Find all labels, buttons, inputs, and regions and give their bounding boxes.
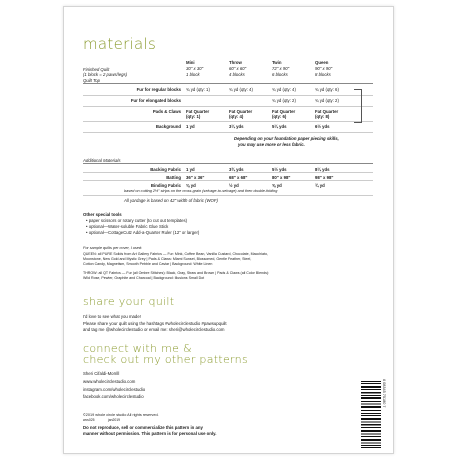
copyright-warning-2: manner without permission. This pattern is for personal use only.: [83, 431, 217, 436]
cell: 80" x 98": [272, 175, 291, 180]
cell: ½ yd: [229, 183, 239, 188]
cell: ⅜ yd: [186, 183, 196, 188]
copyright-warning: Do not reproduce, sell or commercialize this pattern in any: [83, 425, 203, 430]
cell: ⅝ yd: [272, 183, 282, 188]
additional-materials-label: Additional Materials: [83, 158, 121, 163]
facebook-link[interactable]: facebook.com/wholecirclestudio: [83, 394, 144, 399]
cell: 1 yd: [186, 167, 195, 172]
row-label-fur-elongated: Fur for elongated blocks: [130, 98, 181, 103]
size-twin: 72" x 90": [272, 66, 290, 71]
cell: ¾ yd (qty: 2): [272, 98, 296, 103]
row-divider: [83, 121, 373, 122]
tool-item: • optional—Water-soluble Fabric Glue Stick: [86, 224, 169, 229]
share-heading: share your quilt: [83, 295, 175, 308]
cell: 3¾ yds: [229, 167, 244, 172]
cell: 8¼ yds: [315, 167, 330, 172]
barcode: [359, 379, 383, 451]
finished-quilt-sub: (1 block = 2 paws/legs): [83, 72, 128, 77]
tool-item: • optional—CottageCutz Add-a-Quarter Ruler (12" or larger): [86, 230, 200, 235]
depending-note: Depending on your foundation paper piecing skills,: [234, 136, 339, 141]
row-label-backing: Backing Fabric: [150, 167, 181, 172]
row-divider: [83, 132, 373, 133]
depending-note-2: you may use more or less fabric.: [238, 142, 305, 147]
row-divider: [83, 106, 373, 107]
queen-note: QUEEN: all PURE Solids from Art Gallery Fabrics — Fur: Mink, Coffee Bean, Vanilla Custard, Chocolate, Macchiato,: [83, 252, 269, 256]
quilt-top-rule: [83, 83, 373, 84]
cell: ¾ yd (qty: 2): [315, 98, 339, 103]
column-throw: Throw: [229, 60, 242, 65]
cell: 5¼ yds: [272, 124, 287, 129]
instagram-link[interactable]: instagram.com/wholecirclestudio: [83, 387, 146, 392]
cell: 3¼ yds: [229, 124, 244, 129]
bracket: [354, 89, 362, 123]
row-label-batting: Batting: [166, 175, 181, 180]
website-link[interactable]: www.wholecirclestudio.com: [83, 379, 136, 384]
cell: Fat Quarter (qty: 8): [315, 109, 339, 120]
share-line: I'd love to see what you made!: [83, 314, 141, 319]
tool-item: • paper scissors or rotary cutter (to cut out templates): [86, 218, 188, 223]
column-twin: Twin: [272, 60, 282, 65]
cell: ¾ yd (qty: 4): [272, 87, 296, 92]
blocks-mini: 1 block: [186, 72, 200, 77]
designer-name: Sheri Cifaldi-Morrill: [83, 371, 120, 376]
cell: Fat Quarter (qty: 6): [272, 109, 296, 120]
cell: ¾ yd: [315, 183, 325, 188]
size-queen: 90" x 90": [315, 66, 333, 71]
materials-heading: materials: [83, 35, 157, 53]
row-label-binding: Binding Fabric: [150, 183, 181, 188]
size-mini: 30" x 30": [186, 66, 204, 71]
blocks-queen: 8 blocks: [315, 72, 331, 77]
samples-intro: For sample quilts per cover, I used:: [83, 246, 143, 250]
additional-rule: [83, 163, 373, 164]
cell: 1 yd: [186, 124, 195, 129]
blocks-throw: 4 blocks: [229, 72, 245, 77]
cell: Fat Quarter (qty: 4): [229, 109, 253, 120]
size-throw: 60" x 60": [229, 66, 247, 71]
queen-note: Cotton Candy, Magnetism, Smooth Pebble and Caviar | Background: White Linen: [83, 262, 213, 266]
quilt-top-label: Quilt Top: [83, 78, 101, 83]
copyright: ©2019 whole circle studio All rights reserved.: [83, 413, 159, 417]
connect-heading: connect with me &: [83, 342, 192, 355]
row-label-background: Background: [155, 124, 181, 129]
blocks-twin: 6 blocks: [272, 72, 288, 77]
throw-note: THROW: all QT Fabrics — Fur (all Ombre Stitches): Black, Gray, Straw and Brown | Pads & Claws (all Color Blends):: [83, 271, 270, 275]
cell: ¾ yd (qty: 6): [315, 87, 339, 92]
connect-heading-2: check out my other patterns: [83, 353, 248, 366]
cell: 98" x 98": [315, 175, 334, 180]
row-divider: [83, 180, 373, 181]
pattern-back-cover: [63, 6, 394, 454]
finished-quilt-label: Finished Quilt: [83, 67, 110, 72]
cell: 68" x 68": [229, 175, 248, 180]
cell: 36" x 36": [186, 175, 205, 180]
row-divider: [83, 195, 373, 196]
binding-note: based on cutting 2½" strips on the cross-grain (selvage-to-selvage) and then double-folding: [124, 189, 278, 193]
throw-note: Wild Rose, Pewter, Graphite and Charcoal | Background: Illusions Small Dot: [83, 276, 205, 280]
pattern-code-date: jan2019: [108, 418, 121, 422]
barcode-number: 6 08345 75180 7: [382, 379, 386, 408]
cell: ¾ yd (qty: 1): [186, 87, 210, 92]
column-mini: Mini: [186, 60, 195, 65]
row-label-pads-claws: Pads & Claws: [152, 109, 181, 114]
row-divider: [83, 95, 373, 96]
row-label-fur-regular: Fur for regular blocks: [136, 87, 181, 92]
tools-heading: Other special tools: [83, 212, 122, 217]
yardage-note: All yardage is based on 42" width of fabric (WOF): [124, 198, 218, 203]
cell: 6½ yds: [315, 124, 330, 129]
queen-note: Moonstone, New Gold and Mystic Grey | Pads & Claws: Miami Sunset, Blossomed, Gentle Feather, Steel,: [83, 257, 252, 261]
cell: ¾ yd (qty: 4): [229, 87, 253, 92]
pattern-code: wcs025: [83, 418, 95, 422]
column-queen: Queen: [315, 60, 329, 65]
cell: Fat Quarter (qty: 1): [186, 109, 210, 120]
share-line: and tag me @wholecirclestudio or email me: sheri@wholecirclestudio.com: [83, 327, 225, 332]
row-divider: [83, 172, 373, 173]
share-line: Please share your quilt using the hashtags #wholecirclestudio #pawsupquilt: [83, 321, 227, 326]
cell: 5½ yds: [272, 167, 287, 172]
